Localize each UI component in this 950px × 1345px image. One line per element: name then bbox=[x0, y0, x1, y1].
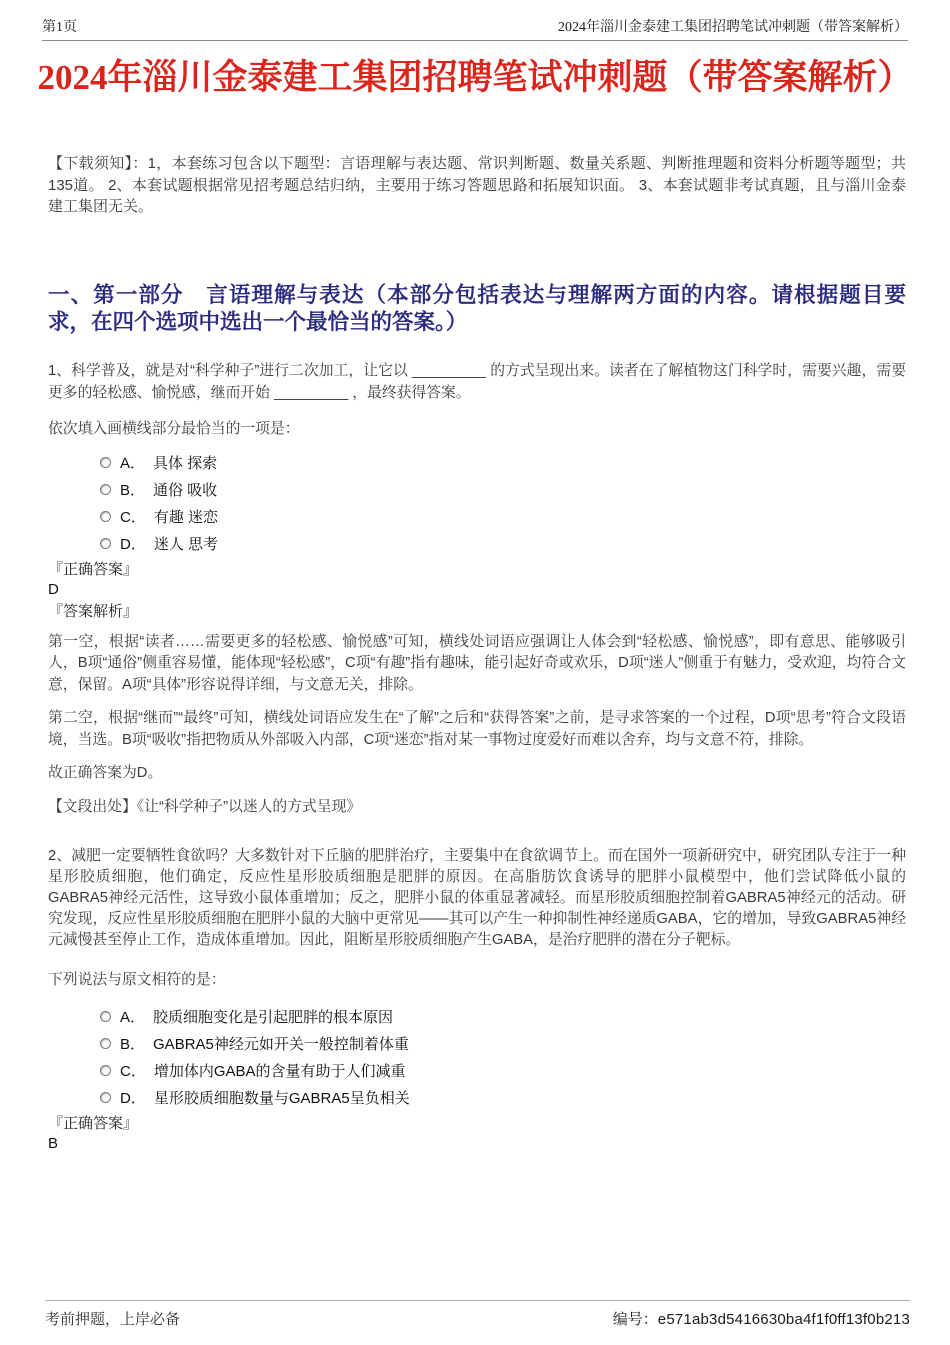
option-radio-q1-d[interactable] bbox=[100, 538, 111, 549]
option-radio-q1-c[interactable] bbox=[100, 511, 111, 522]
option-letter: B． bbox=[120, 481, 146, 499]
page-footer bbox=[45, 1300, 910, 1329]
option-text: 胶质细胞变化是引起肥胖的根本原因 bbox=[153, 1009, 394, 1026]
option-text: 具体 探索 bbox=[153, 454, 218, 472]
question-1-prompt: 依次填入画横线部分最恰当的一项是： bbox=[48, 420, 300, 437]
option-letter: B． bbox=[120, 1036, 146, 1053]
page-title: 2024年淄川金泰建工集团招聘笔试冲刺题（带答案解析） bbox=[37, 58, 913, 97]
question-2-stem: 2、减肥一定要牺牲食欲吗？大多数针对下丘脑的肥胖治疗，主要集中在食欲调节上。而在国外一项新研究中，研究团队专注于一种星形胶质细胞，他们确定，反应性星形胶质细胞是肥胖的原因。在高脂肪饮食诱导的肥胖小鼠模型中，他们尝试降低小鼠的GABRA5神经元活性，这导致小鼠体重增加；反之，肥胖小鼠的体重显著减轻。而星形胶质细胞控制着GABRA5神经元的活动。研究发现，反应性星形胶质细胞在肥胖小鼠的大脑中更常见——其可以产生一种抑制性神经递质GABA，它的增加，导致GABRA5神经元减慢甚至停止工作，造成体重增加。因此，阻断星形胶质细胞产生GABA，是治疗肥胖的潜在分子靶标。 bbox=[48, 848, 906, 948]
option-radio-q1-a[interactable] bbox=[100, 457, 111, 468]
option-text: 通俗 吸收 bbox=[153, 481, 218, 499]
option-letter: C． bbox=[120, 1063, 146, 1080]
header-doc-title: 2024年淄川金泰建工集团招聘笔试冲刺题（带答案解析） bbox=[558, 20, 908, 35]
analysis-label-q1: 『答案解析』 bbox=[48, 602, 139, 620]
option-text: GABRA5神经元如开关一般控制着体重 bbox=[153, 1036, 409, 1053]
analysis-paragraph-1: 第一空，根据“读者……需要更多的轻松感、愉悦感”可知，横线处词语应强调让人体会到“轻松感、愉悦感”，即有意思、能够吸引人，B项“通俗”侧重容易懂，能体现“轻松感”，C项“有趣”指有趣味，能引起好奇或欢乐，D项“迷人”侧重于有魅力，受欢迎，均符合文意，保留。A项“具体”形容说得详细，与文意无关，排除。 bbox=[48, 633, 906, 693]
option-letter: A． bbox=[120, 1009, 146, 1026]
option-letter: D． bbox=[120, 1090, 146, 1107]
option-letter: C． bbox=[120, 508, 146, 526]
correct-answer-label-q1: 『正确答案』 bbox=[48, 560, 139, 578]
footer-slogan: 考前押题，上岸必备 bbox=[45, 1312, 181, 1328]
question-2-prompt: 下列说法与原文相符的是： bbox=[48, 972, 226, 988]
option-row-q2-b[interactable] bbox=[48, 1030, 906, 1057]
header-page-number: 第1页 bbox=[42, 20, 77, 35]
option-letter: D． bbox=[120, 535, 146, 553]
question-1-options bbox=[48, 449, 906, 557]
option-text: 有趣 迷恋 bbox=[153, 508, 219, 526]
passage-source: 【文段出处】《让“科学种子”以迷人的方式呈现》 bbox=[48, 798, 362, 815]
question-1-stem: 1、科学普及，就是对“科学种子”进行二次加工，让它以 _________ 的方式呈现出来。读者在了解植物这门科学时，需要兴趣，需要更多的轻松感、愉悦感，继而开始 _________ ，最终获得答案。 bbox=[48, 362, 906, 401]
question-2 bbox=[48, 846, 906, 1153]
option-row-q1-b[interactable] bbox=[48, 476, 906, 503]
page-header bbox=[42, 0, 908, 41]
section-heading: 一、第一部分 言语理解与表达（本部分包括表达与理解两方面的内容。请根据题目要求，在四个选项中选出一个最恰当的答案。） bbox=[48, 282, 906, 334]
analysis-conclusion: 故正确答案为D。 bbox=[48, 765, 163, 781]
option-radio-q1-b[interactable] bbox=[100, 484, 111, 495]
option-letter: A． bbox=[120, 454, 146, 472]
correct-answer-label-q2: 『正确答案』 bbox=[48, 1115, 139, 1132]
footer-doc-id bbox=[613, 1308, 910, 1329]
analysis-paragraph-2: 第二空，根据“继而”“最终”可知，横线处词语应发生在“了解”之后和“获得答案”之前，是寻求答案的一个过程，D项“思考”符合文段语境，当选。B项“吸收”指把物质从外部吸入内部，C项“迷恋”指对某一事物过度爱好而难以舍弃，均与文意不符，排除。 bbox=[48, 710, 906, 748]
option-row-q1-a[interactable] bbox=[48, 449, 906, 476]
option-row-q1-d[interactable] bbox=[48, 530, 906, 557]
option-radio-q2-a[interactable] bbox=[100, 1011, 111, 1022]
option-text: 增加体内GABA的含量有助于人们减重 bbox=[153, 1063, 406, 1080]
option-row-q1-c[interactable] bbox=[48, 503, 906, 530]
correct-answer-value-q1: D bbox=[48, 580, 59, 598]
option-row-q2-c[interactable] bbox=[48, 1057, 906, 1084]
option-row-q2-a[interactable] bbox=[48, 1003, 906, 1030]
option-row-q2-d[interactable] bbox=[48, 1084, 906, 1111]
option-text: 星形胶质细胞数量与GABRA5呈负相关 bbox=[153, 1090, 410, 1107]
option-radio-q2-b[interactable] bbox=[100, 1038, 111, 1049]
footer-doc-id-label: 编号： bbox=[612, 1311, 658, 1328]
option-radio-q2-c[interactable] bbox=[100, 1065, 111, 1076]
question-2-options bbox=[48, 1003, 906, 1111]
question-1 bbox=[48, 360, 906, 819]
page-content bbox=[0, 153, 950, 1153]
option-radio-q2-d[interactable] bbox=[100, 1092, 111, 1103]
correct-answer-value-q2: B bbox=[48, 1135, 59, 1152]
option-text: 迷人 思考 bbox=[153, 535, 219, 553]
footer-doc-id-value: e571ab3d5416630ba4f1f0ff13f0b213 bbox=[657, 1311, 910, 1328]
download-notice: 【下载须知】：1，本套练习包含以下题型：言语理解与表达题、常识判断题、数量关系题、判断推理题和资料分析题等题型；共135道。 2、本套试题根据常见招考题总结归纳，主要用于练习答题思路和拓展知识面。 3、本套试题非考试真题，且与淄川金泰建工集团无关。 bbox=[48, 155, 906, 215]
